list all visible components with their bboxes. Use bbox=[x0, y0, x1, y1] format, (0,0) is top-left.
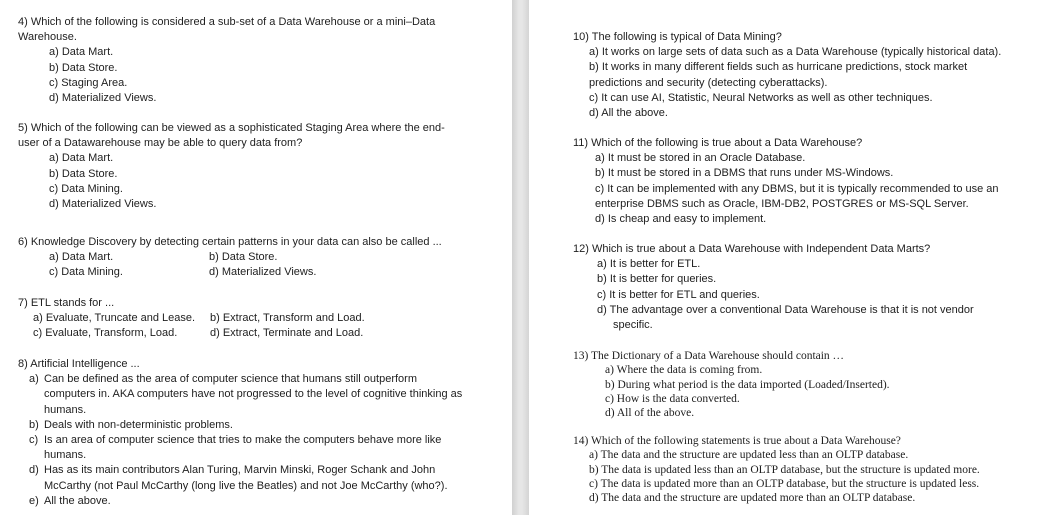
question-12-stem: 12) Which is true about a Data Warehouse with Independent Data Marts? bbox=[573, 243, 931, 255]
question-12-option-b: b) It is better for queries. bbox=[597, 273, 717, 286]
question-8-option-a-label: a) bbox=[29, 373, 39, 386]
question-14-option-a: a) The data and the structure are updated less than an OLTP database. bbox=[589, 449, 909, 462]
question-8-option-b-label: b) bbox=[29, 418, 39, 431]
question-7-option-c: c) Evaluate, Transform, Load. bbox=[33, 327, 178, 340]
question-12-option-d: d) The advantage over a conventional Data Warehouse is that it is not vendor bbox=[597, 303, 974, 316]
question-6-option-b: b) Data Store. bbox=[209, 251, 278, 264]
question-8-option-c-label: c) bbox=[29, 434, 39, 447]
question-8 bbox=[18, 357, 468, 509]
question-4-option-d: d) Materialized Views. bbox=[49, 92, 157, 105]
question-7-stem: 7) ETL stands for ... bbox=[18, 297, 115, 309]
question-7-option-a: a) Evaluate, Truncate and Lease. bbox=[33, 312, 196, 325]
question-8-option-e bbox=[29, 494, 468, 509]
question-6-option-c: c) Data Mining. bbox=[49, 266, 123, 279]
question-14-option-c: c) The data is updated more than an OLTP database, but the structure is updated less. bbox=[589, 477, 980, 490]
question-13-option-b: b) During what period is the data imported (Loaded/Inserted). bbox=[605, 378, 890, 391]
question-8-option-e-label: e) bbox=[29, 494, 39, 507]
question-4-option-c: c) Staging Area. bbox=[49, 76, 128, 89]
question-7-option-b: b) Extract, Transform and Load. bbox=[210, 312, 365, 325]
question-5-stem: 5) Which of the following can be viewed as a sophisticated Staging Area where the end- bbox=[18, 122, 445, 134]
question-7 bbox=[18, 296, 365, 342]
question-8-option-c bbox=[29, 433, 468, 463]
question-10-option-b-cont: predictions and security (detecting cyberattacks). bbox=[589, 76, 828, 89]
question-8-option-e-text: All the above. bbox=[44, 494, 111, 507]
question-5 bbox=[18, 121, 445, 212]
question-14-option-d: d) The data and the structure are updated more than an OLTP database. bbox=[589, 492, 916, 505]
question-12-option-d-cont: specific. bbox=[613, 319, 653, 332]
question-6-option-a: a) Data Mart. bbox=[49, 251, 114, 264]
question-8-option-d bbox=[29, 463, 468, 493]
question-8-option-a-text: Can be defined as the area of computer science that humans still outperform computers in. AKA computers have not progressed to the level of cognitive thinking as humans. bbox=[44, 373, 463, 416]
question-10-option-d: d) All the above. bbox=[589, 107, 668, 120]
question-10 bbox=[573, 30, 1001, 121]
question-14-stem: 14) Which of the following statements is true about a Data Warehouse? bbox=[573, 435, 901, 447]
question-6 bbox=[18, 235, 442, 281]
question-4 bbox=[18, 15, 435, 106]
question-13 bbox=[573, 349, 890, 420]
question-4-option-b: b) Data Store. bbox=[49, 61, 118, 74]
question-10-option-b: b) It works in many different fields such as hurricane predictions, stock market bbox=[589, 61, 968, 74]
question-13-option-d: d) All of the above. bbox=[605, 407, 695, 420]
question-8-option-b bbox=[29, 418, 468, 433]
right-page bbox=[529, 0, 1063, 515]
page-gutter bbox=[512, 0, 529, 515]
question-8-stem: 8) Artificial Intelligence ... bbox=[18, 358, 140, 370]
question-5-option-c: c) Data Mining. bbox=[49, 182, 123, 195]
question-12 bbox=[573, 242, 974, 333]
question-11-stem: 11) Which of the following is true about a Data Warehouse? bbox=[573, 137, 863, 149]
question-8-option-b-text: Deals with non-deterministic problems. bbox=[44, 418, 233, 431]
question-8-option-c-text: Is an area of computer science that tries to make the computers behave more like humans. bbox=[44, 434, 442, 462]
question-11-option-c: c) It can be implemented with any DBMS, but it is typically recommended to use an bbox=[595, 182, 999, 195]
question-5-option-d: d) Materialized Views. bbox=[49, 198, 157, 211]
question-8-option-a bbox=[29, 372, 468, 418]
question-5-option-b: b) Data Store. bbox=[49, 167, 118, 180]
question-11 bbox=[573, 136, 999, 227]
question-4-stem: 4) Which of the following is considered a sub-set of a Data Warehouse or a mini–Data bbox=[18, 16, 436, 28]
question-11-option-a: a) It must be stored in an Oracle Database. bbox=[595, 152, 806, 165]
question-14 bbox=[573, 434, 980, 505]
question-11-option-d: d) Is cheap and easy to implement. bbox=[595, 213, 767, 226]
question-12-option-c: c) It is better for ETL and queries. bbox=[597, 288, 760, 301]
question-5-stem-cont: user of a Datawarehouse may be able to query data from? bbox=[18, 137, 303, 150]
question-10-stem: 10) The following is typical of Data Mining? bbox=[573, 31, 782, 43]
question-11-option-b: b) It must be stored in a DBMS that runs under MS-Windows. bbox=[595, 167, 894, 180]
question-8-option-d-text: Has as its main contributors Alan Turing, Marvin Minski, Roger Schank and John McCarthy (not Paul McCarthy (long live the Beatles) and not Joe McCarthy (who?). bbox=[44, 464, 448, 492]
question-14-option-b: b) The data is updated less than an OLTP database, but the structure is updated more. bbox=[589, 463, 980, 476]
left-page bbox=[0, 0, 512, 515]
question-6-option-d: d) Materialized Views. bbox=[209, 266, 317, 279]
question-13-stem: 13) The Dictionary of a Data Warehouse should contain … bbox=[573, 350, 845, 362]
question-11-option-c-cont: enterprise DBMS such as Oracle, IBM-DB2, POSTGRES or MS-SQL Server. bbox=[595, 197, 969, 210]
question-10-option-c: c) It can use AI, Statistic, Neural Networks as well as other techniques. bbox=[589, 91, 933, 104]
question-12-option-a: a) It is better for ETL. bbox=[597, 258, 701, 271]
question-8-option-d-label: d) bbox=[29, 464, 39, 477]
question-13-option-c: c) How is the data converted. bbox=[605, 392, 740, 405]
question-13-option-a: a) Where the data is coming from. bbox=[605, 364, 763, 377]
question-4-option-a: a) Data Mart. bbox=[49, 46, 114, 59]
question-7-option-d: d) Extract, Terminate and Load. bbox=[210, 327, 364, 340]
question-6-stem: 6) Knowledge Discovery by detecting certain patterns in your data can also be called ... bbox=[18, 236, 442, 248]
question-5-option-a: a) Data Mart. bbox=[49, 152, 114, 165]
question-10-option-a: a) It works on large sets of data such as a Data Warehouse (typically historical data). bbox=[589, 46, 1002, 59]
question-4-stem-cont: Warehouse. bbox=[18, 31, 77, 44]
